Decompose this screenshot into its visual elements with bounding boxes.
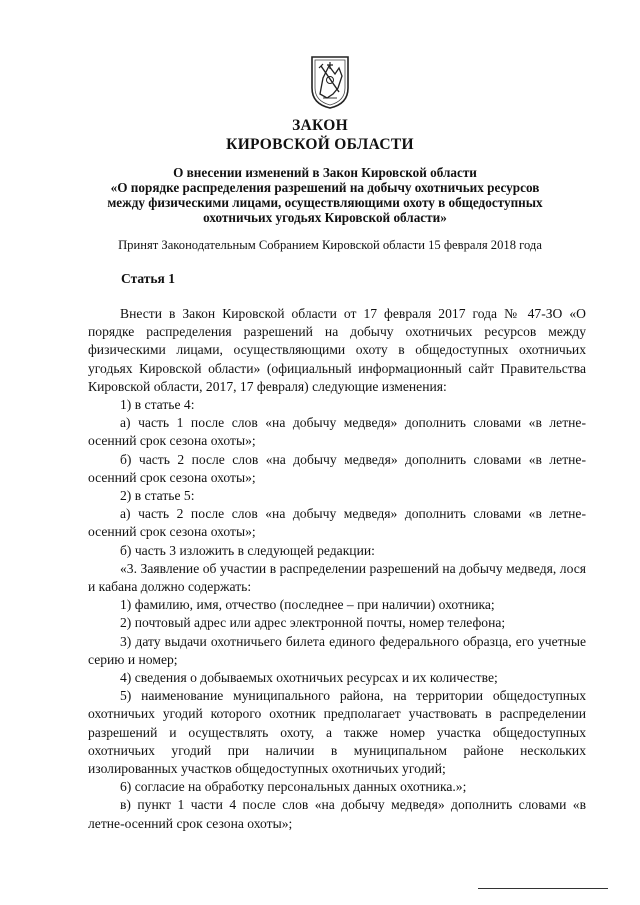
paragraph: 1) в статье 4: xyxy=(120,397,195,413)
adoption-note: Принят Законодательным Собранием Кировской области 15 февраля 2018 года xyxy=(118,238,542,252)
coat-of-arms-icon xyxy=(309,54,351,110)
paragraph: «3. Заявление об участии в распределении разрешений на добычу медведя, лося и кабана должно содержать: xyxy=(88,560,586,595)
subtitle-line: охотничьих угодьях Кировской области» xyxy=(203,210,447,225)
law-subtitle xyxy=(80,165,570,225)
article-heading: Статья 1 xyxy=(121,271,175,286)
paragraph: а) часть 2 после слов «на добычу медведя» дополнить словами «в летне-осенний срок сезона охоты»; xyxy=(88,506,586,540)
paragraph: 4) сведения о добываемых охотничьих ресурсах и их количестве; xyxy=(120,670,498,686)
article-body xyxy=(88,305,586,833)
region-title: КИРОВСКОЙ ОБЛАСТИ xyxy=(226,136,414,153)
paragraph: а) часть 1 после слов «на добычу медведя» дополнить словами «в летне-осенний срок сезона охоты»; xyxy=(88,415,586,449)
subtitle-line: между физическими лицами, осуществляющими охоту в общедоступных xyxy=(107,195,543,210)
subtitle-line: «О порядке распределения разрешений на добычу охотничьих ресурсов xyxy=(110,180,540,195)
paragraph: 1) фамилию, имя, отчество (последнее – при наличии) охотника; xyxy=(120,597,495,613)
paragraph: 6) согласие на обработку персональных данных охотника.»; xyxy=(120,779,467,795)
paragraph: 3) дату выдачи охотничьего билета единого федерального образца, его учетные серию и номер; xyxy=(88,633,586,667)
paragraph: 2) почтовый адрес или адрес электронной почты, номер телефона; xyxy=(120,615,506,631)
paragraph: б) часть 3 изложить в следующей редакции: xyxy=(120,542,375,558)
footer-divider xyxy=(478,888,608,889)
paragraph: б) часть 2 после слов «на добычу медведя» дополнить словами «в летне-осенний срок сезона охоты»; xyxy=(88,451,586,485)
subtitle-line: О внесении изменений в Закон Кировской области xyxy=(173,165,477,180)
paragraph: в) пункт 1 части 4 после слов «на добычу медведя» дополнить словами «в летне-осенний срок сезона охоты»; xyxy=(88,797,586,831)
paragraph: 5) наименование муниципального района, на территории общедоступных охотничьих угодий которого охотник предполагает участвовать в распределении разрешений и осуществлять охоту, а также номер участка общедоступных охотничьих угодий при наличии в муниципальном районе нескольких изолированных участков общедоступных охотничьих угодий; xyxy=(88,688,586,777)
paragraph: Внести в Закон Кировской области от 17 февраля 2017 года № 47-ЗО «О порядке распределения разрешений на добычу охотничьих ресурсов между физическими лицами, осуществляющими охоту в общедоступных охотничьих угодьях Кировской области» (официальный информационный сайт Правительства Кировской области, 2017, 17 февраля) следующие изменения: xyxy=(88,306,586,394)
paragraph: 2) в статье 5: xyxy=(120,488,195,504)
law-title: ЗАКОН xyxy=(292,117,348,134)
